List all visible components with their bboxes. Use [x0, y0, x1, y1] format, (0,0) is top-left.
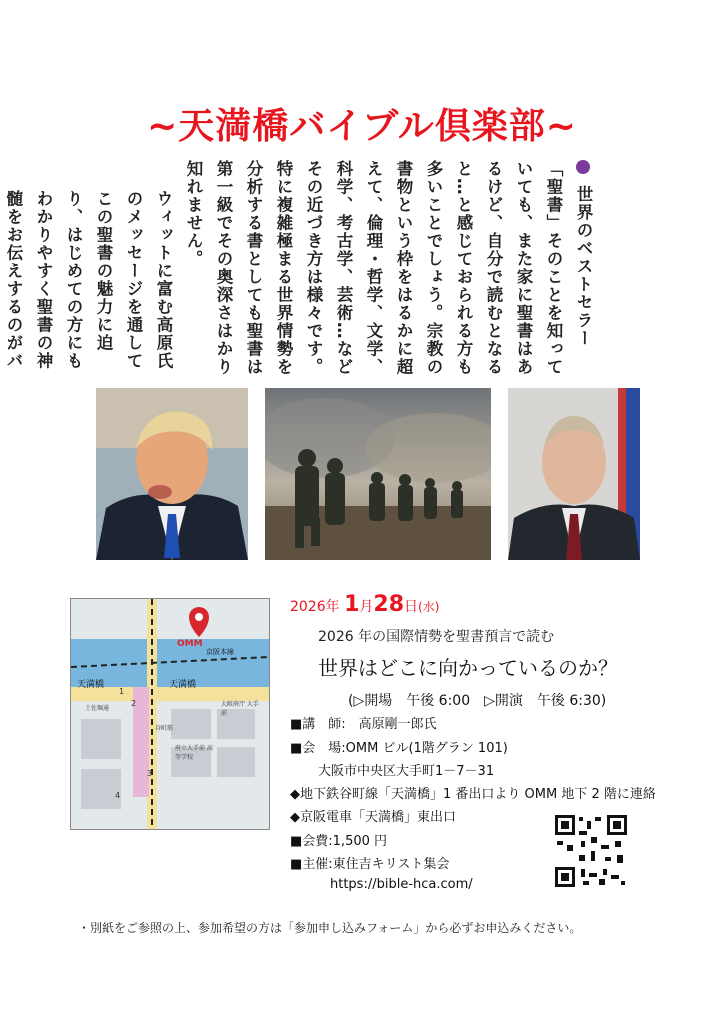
date-month: 1 [344, 592, 360, 617]
map-office-label: 大阪府庁 大手前 [221, 701, 259, 717]
intro-paragraph-1: 世界のベストセラー「聖書」そのことを知っていても、また家に聖書はあるけど、自分で読むとなると…と感じておられる方も多いことでしょう。宗教の書物という枠をはるかに超えて、倫理・哲学、文学、科学、考古学、芸術…などその近づき方は様々です。特に複雑極まる世界情勢を分析する書としても聖書は第一級でその奥深さはかり知れません。 [184, 160, 593, 376]
map-exit-4: 4 [115, 791, 121, 800]
event-url-link[interactable]: https://bible-hca.com/ [330, 877, 473, 892]
event-access-subway: ◆地下鉄谷町線「天満橋」1 番出口より OMM 地下 2 階に連絡 [290, 787, 656, 802]
event-fee: ■会費:1,500 円 [290, 834, 388, 849]
date-day: 28 [373, 592, 405, 617]
event-venue: ■会 場:OMM ビル(1階グラン 101) [290, 741, 508, 756]
map-exit-3: 3 [147, 769, 153, 778]
map-road-label: 土佐堀通 [85, 705, 110, 712]
page-title: ~天満橋バイブル倶楽部~ [147, 106, 577, 147]
map-river-label: 京阪本線 [206, 648, 234, 656]
event-access-keihan: ◆京阪電車「天満橋」東出口 [290, 810, 456, 825]
event-address: 大阪市中央区大手町1－7－31 [318, 764, 495, 779]
date-day-suffix: 日 [404, 599, 419, 615]
photo-soldiers [265, 388, 491, 560]
qr-code[interactable] [555, 815, 627, 887]
photo-politician-right [508, 388, 640, 560]
event-headline: 世界はどこに向かっているのか？ [318, 656, 618, 680]
intro-text-block [4, 160, 598, 380]
date-month-suffix: 月 [359, 599, 374, 615]
intro-paragraph-2: ウィットに富む高原氏のメッセージを通してこの聖書の魅力に迫り、はじめての方にもわかりやすく聖書の神髄をお伝えするのがバ [4, 190, 173, 370]
date-year: 2026年 [290, 599, 340, 615]
event-speaker: ■講 師: 高原剛一郎氏 [290, 717, 437, 732]
date-weekday: (水) [418, 600, 440, 614]
event-times: (▷開場 午後 6:00 ▷開演 午後 6:30) [348, 693, 607, 709]
event-organizer: ■主催:東住吉キリスト集会 [290, 857, 450, 872]
map-station-label-1: 天満橋 [77, 680, 105, 690]
grape-icon [576, 160, 590, 174]
map-exit-2: 2 [131, 699, 137, 708]
access-map [70, 598, 270, 830]
photo-politician-left [96, 388, 248, 560]
map-street-label: 谷町筋 [155, 725, 174, 732]
event-date [290, 592, 439, 617]
map-exit-1: 1 [119, 687, 125, 696]
map-school-label: 府立大手前 高等学校 [175, 745, 213, 761]
footer-note: ・別紙をご参照の上、参加希望の方は「参加申し込みフォーム」から必ずお申込みください。 [78, 921, 582, 935]
map-pin-label: OMM [177, 639, 203, 649]
event-subtitle: 2026 年の国際情勢を聖書預言で読む [318, 629, 555, 645]
map-station-label-2: 天満橋 [169, 680, 197, 690]
